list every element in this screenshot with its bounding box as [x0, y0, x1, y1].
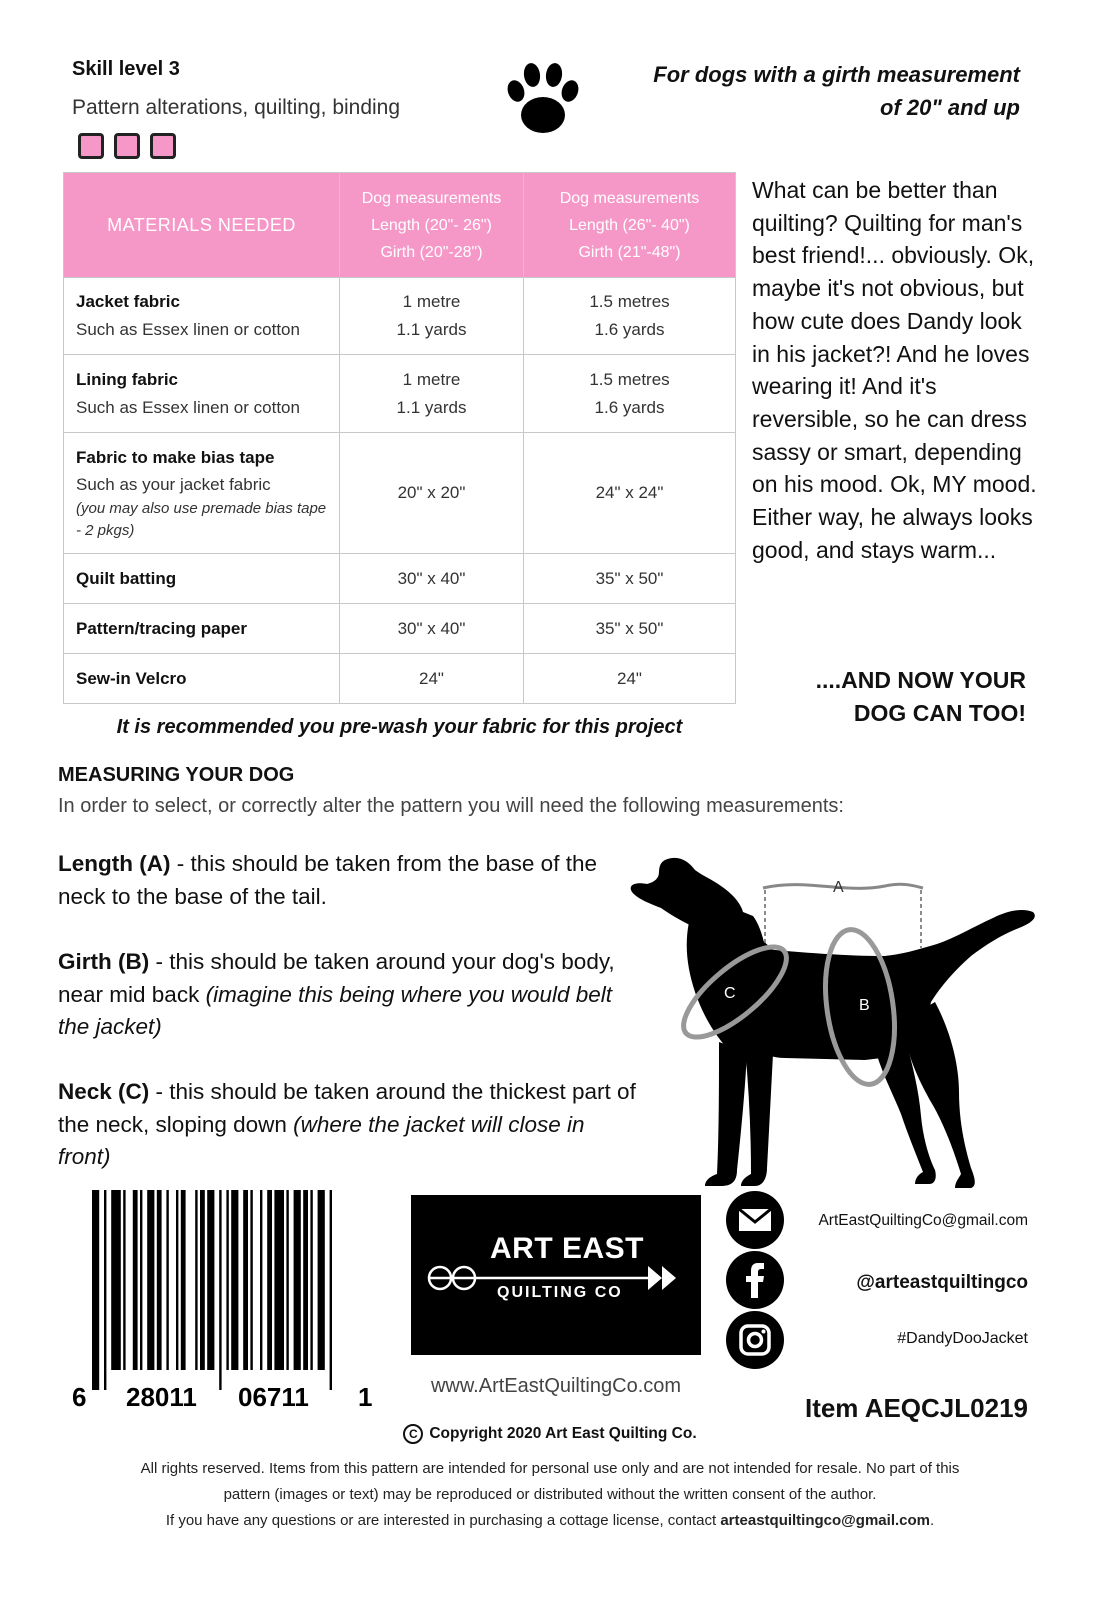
- barcode-bar: [111, 1190, 121, 1370]
- skill-box: [114, 133, 140, 159]
- table-row: [64, 654, 736, 704]
- dog-measurement-diagram: [625, 852, 1045, 1197]
- barcode-digit-check: 1: [358, 1382, 373, 1412]
- barcode-bar: [226, 1190, 228, 1370]
- license-email-link[interactable]: arteastquiltingco@gmail.com: [720, 1512, 930, 1529]
- dog-silhouette: [631, 858, 1035, 1188]
- value-cell: 20" x 20": [340, 433, 524, 554]
- girth-note: [580, 58, 1020, 124]
- table-row: [64, 433, 736, 554]
- barcode-bar: [250, 1190, 252, 1370]
- contact-email[interactable]: ArtEastQuiltingCo@gmail.com: [818, 1212, 1028, 1229]
- barcode-bar: [207, 1190, 214, 1370]
- neck-instruction: Neck (C) - this should be taken around the thickest part of the neck, sloping down (where the jacket will close in front): [58, 1079, 636, 1169]
- skill-box: [150, 133, 176, 159]
- facebook-icon[interactable]: [725, 1250, 785, 1310]
- barcode-bar: [140, 1190, 142, 1370]
- logo-subtitle: QUILTING CO: [497, 1284, 623, 1301]
- label-a: A: [833, 879, 844, 896]
- girth-note-line2: of 20" and up: [880, 95, 1020, 120]
- barcode-bar: [318, 1190, 325, 1370]
- barcode-bar: [123, 1190, 125, 1370]
- barcode-bar: [267, 1190, 272, 1370]
- value-cell: 1 metre 1.1 yards: [340, 278, 524, 355]
- barcode-bar: [166, 1190, 168, 1370]
- barcode-bar: [104, 1190, 106, 1390]
- logo-arrow-graphic: [420, 1258, 690, 1298]
- material-cell: Pattern/tracing paper: [64, 604, 340, 654]
- logo-title: ART EAST: [490, 1232, 644, 1265]
- skill-level-indicator: [78, 133, 176, 159]
- barcode-bar: [181, 1190, 186, 1370]
- girth-note-line1: For dogs with a girth measurement: [653, 62, 1020, 87]
- table-row: [64, 355, 736, 433]
- material-cell: Lining fabric Such as Essex linen or cotton: [64, 355, 340, 433]
- barcode-digits-right: 06711: [238, 1382, 309, 1412]
- barcode-bar: [176, 1190, 178, 1370]
- hashtag: #DandyDooJacket: [897, 1330, 1028, 1347]
- prewash-note: It is recommended you pre-wash your fabric for this project: [116, 716, 683, 738]
- instagram-icon[interactable]: [725, 1310, 785, 1370]
- table-row: [64, 554, 736, 604]
- barcode-bar: [92, 1190, 99, 1390]
- small-dog-header: Dog measurements Length (20"- 26") Girth (20"-28"): [340, 173, 524, 278]
- rights-notice: All rights reserved. Items from this pattern are intended for personal use only and are not intended for resale. No part of this pattern (images or text) may be reproduced or distributed without the written consent of the author. If you have any questions or are interested in purchasing a cottage license, contact arteastquiltingco@gmail.com.: [140, 1460, 960, 1529]
- barcode-bar: [286, 1190, 288, 1370]
- barcode-bar: [133, 1190, 138, 1370]
- table-row: [64, 278, 736, 355]
- material-cell: Fabric to make bias tape Such as your jacket fabric (you may also use premade bias tape - 2 pkgs): [64, 433, 340, 554]
- website-url[interactable]: www.ArtEastQuiltingCo.com: [430, 1375, 682, 1397]
- materials-table: [63, 172, 736, 704]
- barcode-bar: [157, 1190, 162, 1370]
- barcode-bar: [200, 1190, 205, 1370]
- barcode-bar: [260, 1190, 262, 1370]
- value-cell: 1.5 metres 1.6 yards: [524, 355, 736, 433]
- barcode-bar: [219, 1190, 221, 1390]
- skill-description: Pattern alterations, quilting, binding: [72, 96, 401, 119]
- material-cell: Jacket fabric Such as Essex linen or cotton: [64, 278, 340, 355]
- skill-level: Skill level 3: [72, 58, 180, 80]
- value-cell: 30" x 40": [340, 554, 524, 604]
- table-header-row: [64, 173, 736, 278]
- length-instruction: Length (A) - this should be taken from the base of the neck to the base of the tail.: [58, 851, 597, 909]
- barcode-digit-lead: 6: [72, 1382, 87, 1412]
- barcode-bar: [303, 1190, 308, 1370]
- value-cell: 35" x 50": [524, 604, 736, 654]
- blurb-call-to-action: ....AND NOW YOUR DOG CAN TOO!: [815, 667, 1026, 726]
- item-number: Item AEQCJL0219: [804, 1393, 1028, 1423]
- barcode-bar: [274, 1190, 284, 1370]
- intro-blurb: What can be better than quilting? Quilting for man's best friend!... obviously. Ok, maybe it's not obvious, but how cute does Dandy look in his jacket?! And he loves wearing it! And it's reversible, so he can dress sassy or smart, depending on his mood. Ok, MY mood. Either way, he always looks good, and stays warm...: [752, 177, 1037, 563]
- barcode-digits-left: 28011: [126, 1382, 197, 1412]
- barcode-bar: [195, 1190, 197, 1370]
- label-c: C: [724, 985, 736, 1002]
- table-row: [64, 604, 736, 654]
- value-cell: 24": [524, 654, 736, 704]
- copyright-icon: C: [403, 1424, 423, 1444]
- label-b: B: [859, 997, 870, 1014]
- barcode-bar: [243, 1190, 248, 1370]
- large-dog-header: Dog measurements Length (26"- 40") Girth (21"-48"): [524, 173, 736, 278]
- barcode-bar: [147, 1190, 154, 1370]
- value-cell: 1 metre 1.1 yards: [340, 355, 524, 433]
- barcode: [68, 1190, 388, 1420]
- social-handle[interactable]: @arteastquiltingco: [856, 1272, 1028, 1293]
- barcode-bar: [231, 1190, 238, 1370]
- measuring-intro: In order to select, or correctly alter the pattern you will need the following measurements:: [58, 795, 844, 817]
- material-cell: Quilt batting: [64, 554, 340, 604]
- value-cell: 24": [340, 654, 524, 704]
- envelope-icon[interactable]: [725, 1190, 785, 1250]
- measuring-heading: MEASURING YOUR DOG: [58, 764, 295, 786]
- materials-header: MATERIALS NEEDED: [64, 173, 340, 278]
- material-cell: Sew-in Velcro: [64, 654, 340, 704]
- barcode-bar: [310, 1190, 312, 1370]
- value-cell: 1.5 metres 1.6 yards: [524, 278, 736, 355]
- paw-print-icon: [503, 58, 583, 138]
- value-cell: 30" x 40": [340, 604, 524, 654]
- value-cell: 35" x 50": [524, 554, 736, 604]
- skill-box: [78, 133, 104, 159]
- copyright-line: C Copyright 2020 Art East Quilting Co.: [0, 1424, 1100, 1444]
- barcode-bar: [294, 1190, 301, 1370]
- girth-instruction: Girth (B) - this should be taken around your dog's body, near mid back (imagine this being where you would belt the jacket): [58, 949, 615, 1039]
- value-cell: 24" x 24": [524, 433, 736, 554]
- barcode-bar: [330, 1190, 332, 1390]
